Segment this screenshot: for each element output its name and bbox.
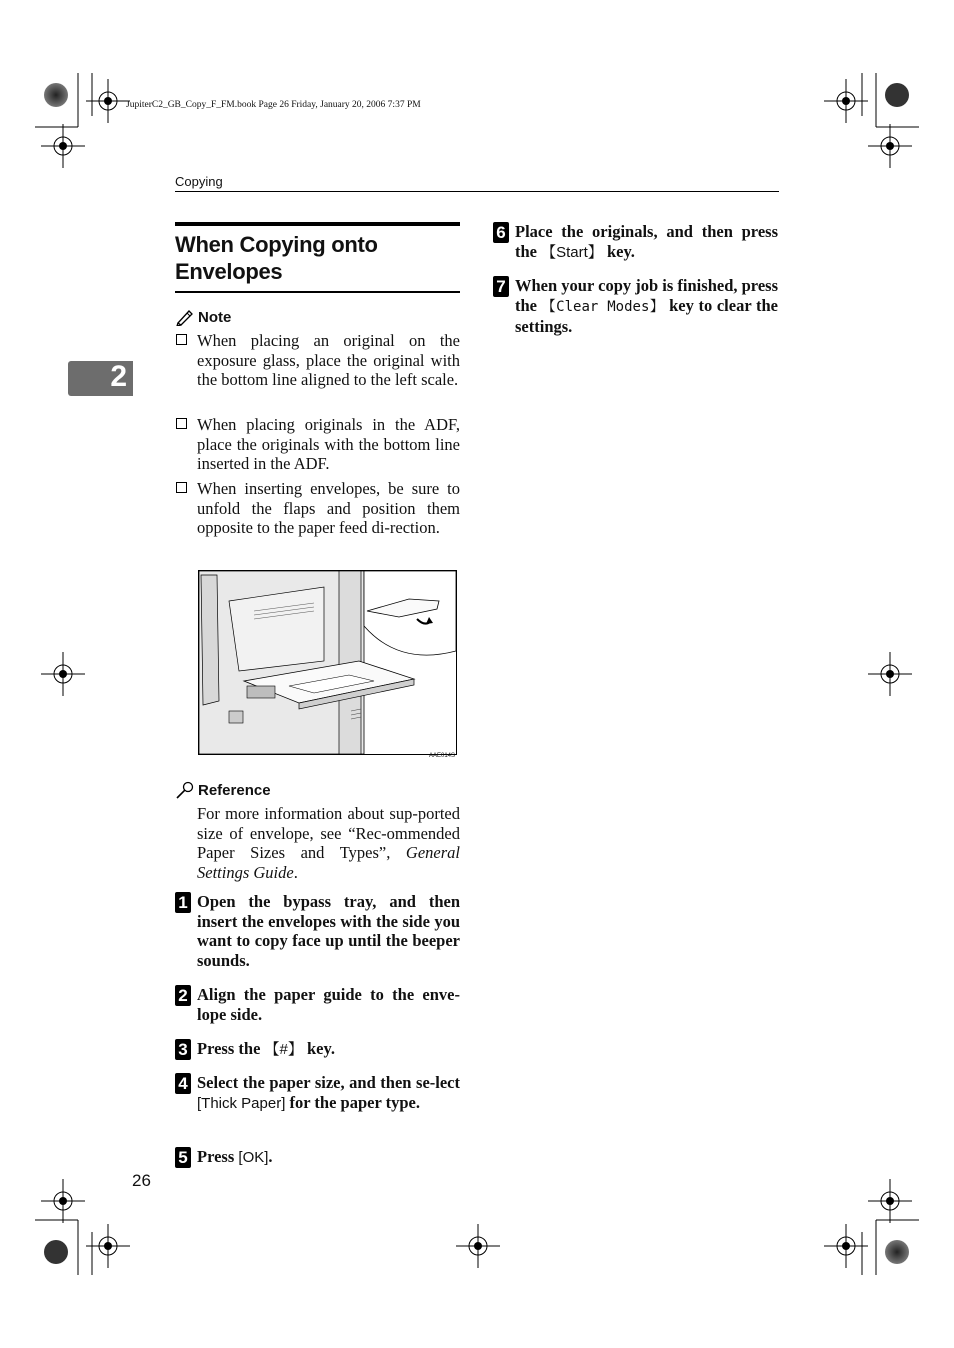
checkbox-bullet-icon [176,482,187,493]
hash-key-label: 【#】 [264,1041,303,1058]
step-1 [175,892,460,970]
thick-paper-key-label: [Thick Paper] [197,1094,286,1112]
copier-bypass-tray-drawing [199,571,456,754]
step-3 [175,1039,460,1060]
reference-heading [175,781,271,799]
ok-key-label: [OK] [238,1149,269,1166]
section-rule-bottom [175,291,460,293]
reference-text-end: . [293,862,298,882]
step-text-post: key. [602,241,635,261]
checkbox-bullet-icon [176,334,187,345]
magnifier-icon [175,781,195,799]
step-text: Align the paper guide to the enve-lope side. [197,985,460,1024]
step-text-post: key to clear the settings. [515,295,779,337]
reference-label: Reference [198,781,271,799]
bypass-tray-illustration [198,570,457,755]
step-text [197,1147,460,1168]
chapter-number: 2 [110,360,127,393]
note-label: Note [198,308,232,326]
step-number: 4 [175,1073,191,1094]
section-title [175,231,460,285]
step-text-post: for the paper type. [285,1092,420,1112]
section-rule-top [175,222,460,226]
step-7 [493,276,778,337]
step-text: Open the bypass tray, and then insert the envelopes with the side you want to copy face up until the beeper sounds. [197,892,460,970]
section-title-line2: Envelopes [175,259,283,284]
note-item-text: When placing an original on the exposure glass, place the original with the bottom line aligned to the left scale. [197,331,460,390]
chapter-tab [68,361,133,396]
checkbox-bullet-icon [176,418,187,429]
note-item [175,331,460,390]
step-text [197,1073,460,1113]
pencil-icon [175,308,195,326]
step-4 [175,1073,460,1113]
step-text [197,1039,460,1060]
step-number: 6 [493,222,509,243]
note-item-text: When inserting envelopes, be sure to unfold the flaps and position them opposite to the paper feed di-rection. [197,479,460,538]
note-item [175,479,460,538]
step-text-pre: Press [197,1147,239,1166]
step-text-pre: Press the [197,1039,265,1058]
step-text [515,276,778,337]
clear-modes-key-label: 【Clear Modes】 [541,298,665,315]
running-head: Copying [175,174,223,189]
section-title-line1: When Copying onto [175,232,378,257]
note-item-text: When placing originals in the ADF, place the originals with the bottom line inserted in the ADF. [197,415,460,474]
step-number: 1 [175,892,191,913]
reference-text-main: For more information about sup-ported size of envelope, see “Rec-ommended Paper Sizes and Types”, [197,804,460,863]
step-number: 2 [175,985,191,1006]
step-text-post: . [268,1147,273,1166]
file-info: JupiterC2_GB_Copy_F_FM.book Page 26 Friday, January 20, 2006 7:37 PM [126,100,421,110]
step-text [515,222,778,262]
start-key-label: 【Start】 [541,243,603,261]
step-text-pre: Select the paper size, and then se-lect [197,1073,460,1092]
note-item [175,415,460,474]
step-text-pre: Place the originals, and then press the [515,222,778,261]
reference-guide-title: General Settings Guide [197,843,460,882]
step-text-post: key. [302,1039,335,1058]
step-6 [493,222,778,262]
step-number: 3 [175,1039,191,1060]
step-text-pre: When your copy job is finished, press the [515,276,778,315]
step-5 [175,1147,460,1168]
step-number: 5 [175,1147,191,1168]
page-number: 26 [132,1171,151,1190]
step-number: 7 [493,276,509,297]
note-heading [175,308,231,326]
step-2 [175,985,460,1024]
reference-text [197,804,460,882]
figure-caption: AAE014S [429,753,456,759]
header-rule [175,191,779,192]
